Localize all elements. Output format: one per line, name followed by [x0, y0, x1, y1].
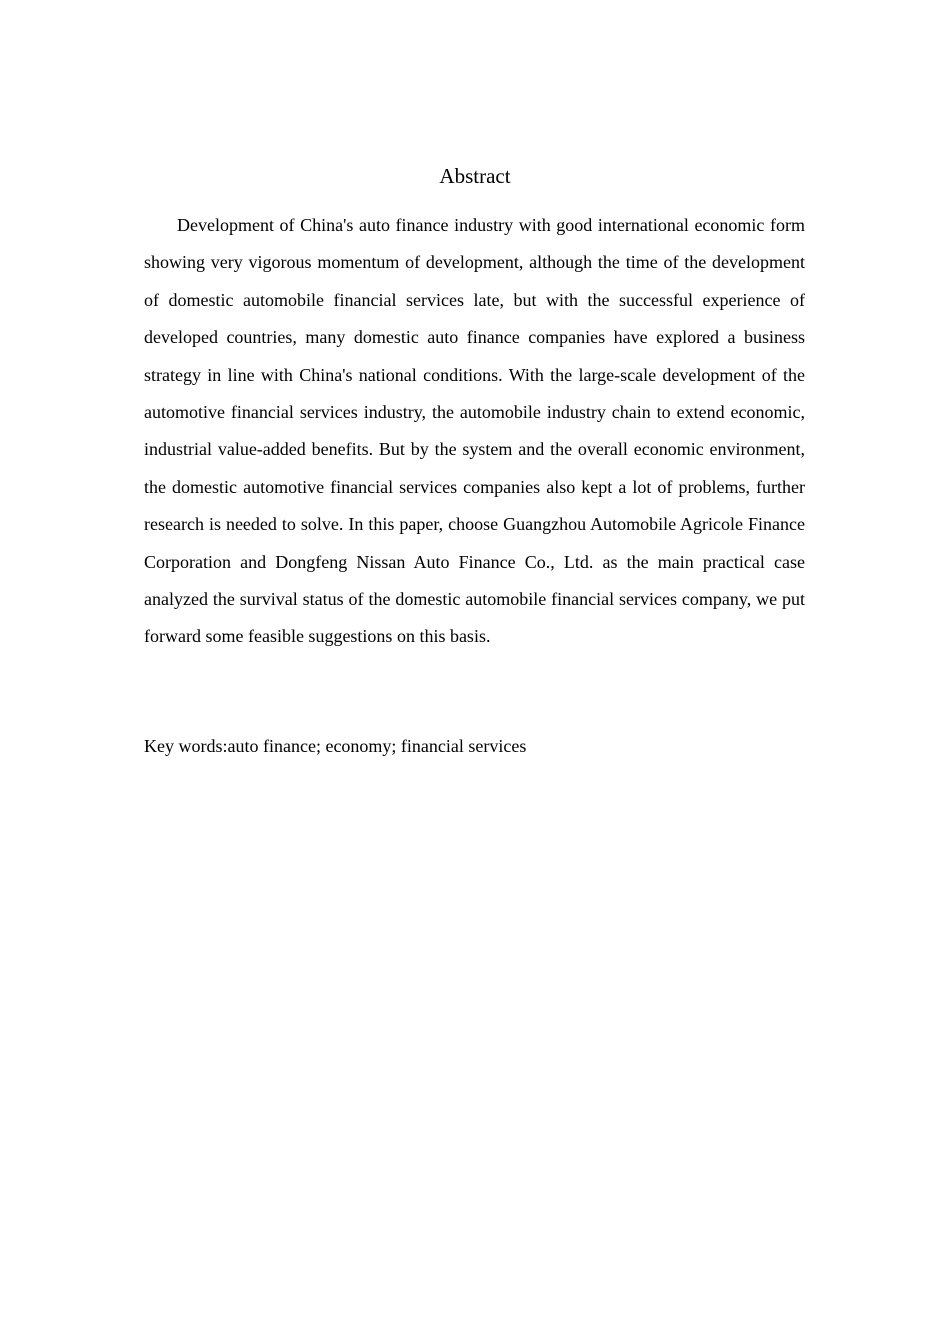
abstract-paragraph: Development of China's auto finance industry with good international economic form showing very vigorous momentum of development, although the time of the development of domestic automobile financial services late, but with the successful experience of developed countries, many domestic auto finance companies have explored a business strategy in line with China's national conditions. With the large-scale development of the automotive financial services industry, the automobile industry chain to extend economic, industrial value-added benefits. But by the system and the overall economic environment, the domestic automotive financial services companies also kept a lot of problems, further research is needed to solve. In this paper, choose Guangzhou Automobile Agricole Finance Corporation and Dongfeng Nissan Auto Finance Co., Ltd. as the main practical case analyzed the survival status of the domestic automobile financial services company, we put forward some feasible suggestions on this basis. — [144, 215, 805, 647]
keywords-line — [144, 731, 805, 761]
page-title: Abstract — [439, 164, 511, 188]
keywords-label: Key words: — [144, 736, 228, 756]
keywords-text: auto finance; economy; financial services — [227, 736, 527, 756]
